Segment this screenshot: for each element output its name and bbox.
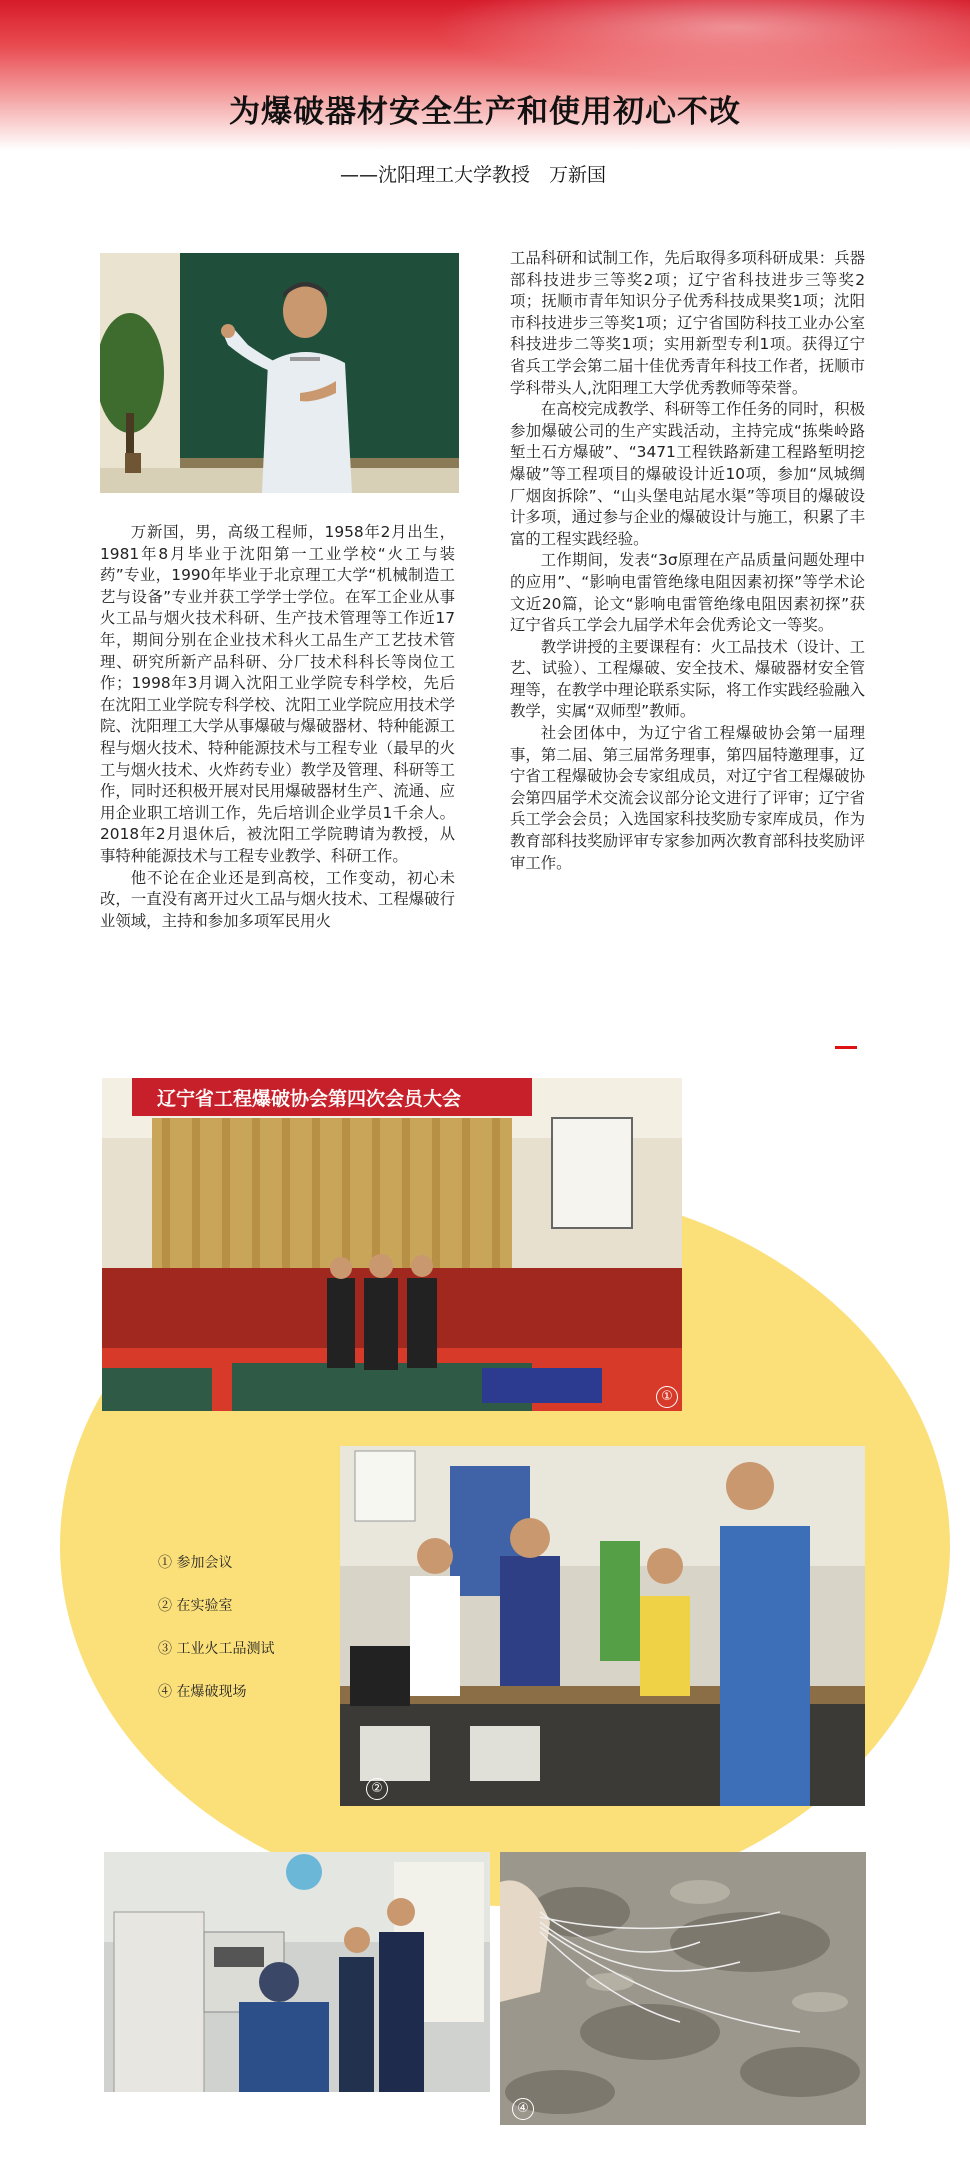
caption: ② 在实验室: [158, 1598, 233, 1614]
article-title: 为爆破器材安全生产和使用初心不改: [229, 94, 741, 130]
article-subtitle: ——沈阳理工大学教授 万新国: [340, 164, 607, 186]
photo-meeting-banner-text: 辽宁省工程爆破协会第四次会员大会: [157, 1088, 462, 1110]
banner-swoosh: [380, 0, 970, 90]
paragraph: 在高校完成教学、科研等工作任务的同时，积极参加爆破公司的生产实践活动，主持完成“拣柴岭路堑土石方爆破”、“3471工程铁路新建工程路堑明挖爆破”等工程项目的爆破设计近10项，参加“凤城绸厂烟囱拆除”、“山头堡电站尾水渠”等项目的爆破设计多项，通过参与企业的爆破设计与施工，积累了丰富的工程实践经验。: [510, 400, 865, 548]
photo-lab: [340, 1446, 865, 1806]
paragraph: 他不论在企业还是到高校，工作变动，初心未改，一直没有离开过火工品与烟火技术、工程爆破行业领域，主持和参加多项军民用火: [100, 868, 455, 930]
caption: ④ 在爆破现场: [158, 1684, 247, 1700]
text-column-right: [510, 248, 865, 874]
paragraph: 社会团体中，为辽宁省工程爆破协会第一届理事，第二届、第三届常务理事，第四届特邀理事，辽宁省工程爆破协会专家组成员，对辽宁省工程爆破协会第四届学术交流会议部分论文进行了评审；辽宁省兵工学会会员；入选国家科技奖励专家库成员，作为教育部科技奖励评审专家参加两次教育部科技奖励评审工作。: [510, 724, 865, 872]
photo-number: ②: [366, 1778, 388, 1800]
decorative-mark: [835, 1046, 857, 1049]
paragraph: 教学讲授的主要课程有：火工品技术（设计、工艺、试验）、工程爆破、安全技术、爆破器材安全管理等，在教学中理论联系实际，将工作实践经验融入教学，实属“双师型”教师。: [510, 637, 865, 721]
photo-blast-site: [500, 1852, 866, 2125]
caption: ① 参加会议: [158, 1555, 233, 1571]
photo-testing-illustration: [104, 1852, 490, 2125]
paragraph: 工品科研和试制工作，先后取得多项科研成果：兵器部科技进步三等奖2项；辽宁省科技进步三等奖2项；抚顺市青年知识分子优秀科技成果奖1项；沈阳市科技进步三等奖1项；辽宁省国防科技工业办公室科技进步二等奖1项；实用新型专利1项。获得辽宁省兵工学会第二届十佳优秀青年科技工作者，抚顺市学科带头人,沈阳理工大学优秀教师等荣誉。: [510, 249, 865, 397]
portrait-photo: [100, 253, 459, 493]
photo-blast-site-illustration: [500, 1852, 866, 2125]
photo-number: ③: [458, 2098, 480, 2120]
photo-number: ①: [656, 1386, 678, 1408]
text-column-left: [100, 522, 455, 932]
photo-lab-illustration: [340, 1446, 865, 1806]
photo-meeting: [102, 1078, 682, 1411]
paragraph: 万新国，男，高级工程师，1958年2月出生，1981年8月毕业于沈阳第一工业学校“火工与装药”专业，1990年毕业于北京理工大学“机械制造工艺与设备”专业并获工学学士学位。在军工企业从事火工品与烟火技术科研、生产技术管理等工作近17年，期间分别在企业技术科火工品生产工艺技术管理、研究所新产品科研、分厂技术科科长等岗位工作；1998年3月调入沈阳工业学院专科学校，先后在沈阳工业学院专科学校、沈阳工业学院应用技术学院、沈阳理工大学从事爆破与爆破器材、特种能源工程与烟火技术、特种能源技术与工程专业（最早的火工与烟火技术、火炸药专业）教学及管理、科研等工作，同时还积极开展对民用爆破器材生产、流通、应用企业职工培训工作，先后培训企业学员1千余人。2018年2月退休后，被沈阳工学院聘请为教授，从事特种能源技术与工程专业教学、科研工作。: [100, 523, 455, 865]
photo-captions: [158, 1552, 274, 1724]
photo-testing: [104, 1852, 490, 2125]
portrait-photo-illustration: [100, 253, 459, 493]
photo-number: ④: [512, 2098, 534, 2120]
paragraph: 工作期间，发表“3σ原理在产品质量问题处理中的应用”、“影响电雷管绝缘电阻因素初探”等学术论文近20篇，论文“影响电雷管绝缘电阻因素初探”获辽宁省兵工学会九届学术年会优秀论文一等奖。: [510, 551, 865, 635]
photo-meeting-illustration: [102, 1078, 682, 1411]
caption: ③ 工业火工品测试: [158, 1641, 275, 1657]
